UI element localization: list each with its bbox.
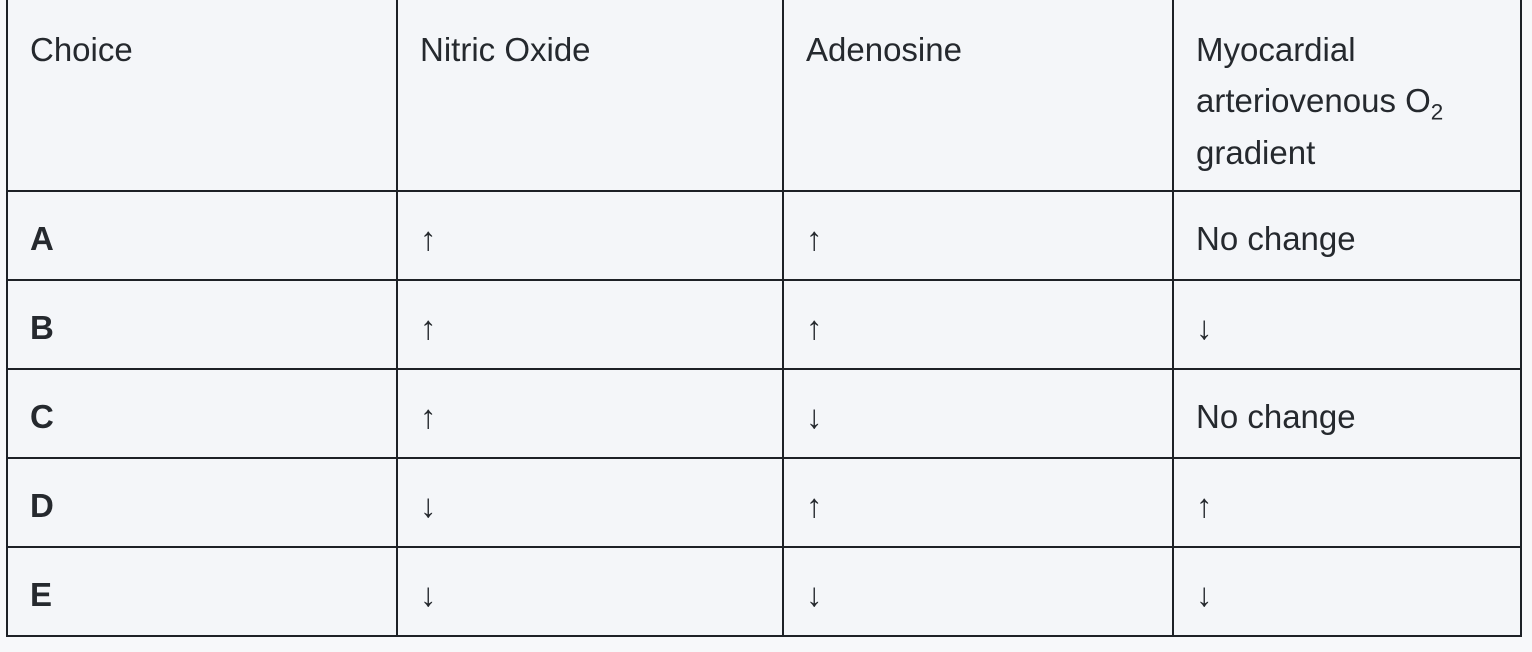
cell-a-myocardial-gradient: No change [1173,191,1521,280]
cell-e-adenosine: ↓ [783,547,1173,636]
cell-e-myocardial-gradient: ↓ [1173,547,1521,636]
cell-c-myocardial-gradient: No change [1173,369,1521,458]
choice-label-d: D [7,458,397,547]
column-header-nitric-oxide: Nitric Oxide [397,0,783,191]
header-text-before-subscript: Myocardial arteriovenous O [1196,31,1431,120]
table-row [7,280,1521,369]
choice-label-a: A [7,191,397,280]
cell-b-myocardial-gradient: ↓ [1173,280,1521,369]
cell-c-nitric-oxide: ↑ [397,369,783,458]
column-header-choice: Choice [7,0,397,191]
column-header-myocardial-gradient [1173,0,1521,191]
cell-a-adenosine: ↑ [783,191,1173,280]
cell-e-nitric-oxide: ↓ [397,547,783,636]
cell-a-nitric-oxide: ↑ [397,191,783,280]
column-header-adenosine: Adenosine [783,0,1173,191]
table-header-row [7,0,1521,191]
choice-label-e: E [7,547,397,636]
cell-b-nitric-oxide: ↑ [397,280,783,369]
cell-c-adenosine: ↓ [783,369,1173,458]
header-text-after-subscript: gradient [1196,133,1316,171]
table-row [7,458,1521,547]
table-row [7,191,1521,280]
cell-d-adenosine: ↑ [783,458,1173,547]
cell-d-nitric-oxide: ↓ [397,458,783,547]
cell-d-myocardial-gradient: ↑ [1173,458,1521,547]
answer-choices-table [6,0,1522,637]
table-row [7,369,1521,458]
choice-label-c: C [7,369,397,458]
choice-label-b: B [7,280,397,369]
oxygen-subscript-2: 2 [1430,100,1444,126]
cell-b-adenosine: ↑ [783,280,1173,369]
table-row [7,547,1521,636]
